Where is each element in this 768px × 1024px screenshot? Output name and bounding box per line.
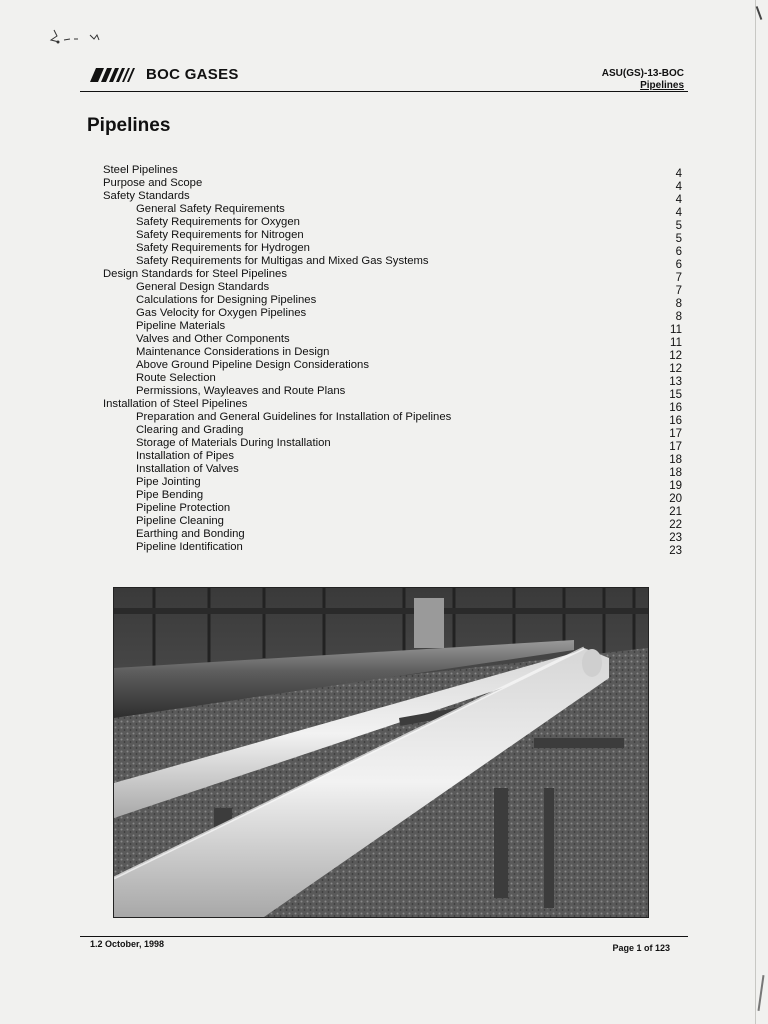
toc-entry-page: 12 <box>669 363 682 375</box>
toc-entry[interactable] <box>0 294 768 310</box>
toc-entry-page: 17 <box>669 428 682 440</box>
scan-mark <box>758 975 765 1011</box>
revision-date: 1.2 October, 1998 <box>90 939 165 949</box>
toc-entry[interactable] <box>0 502 768 518</box>
toc-entry-title: Installation of Steel Pipelines <box>103 398 248 410</box>
toc-entry-page: 4 <box>675 181 682 193</box>
footer-rule <box>80 936 688 937</box>
toc-entry[interactable] <box>0 203 768 219</box>
toc-entry-title: Gas Velocity for Oxygen Pipelines <box>136 307 307 319</box>
toc-entry-title: Earthing and Bonding <box>136 528 245 540</box>
toc-entry[interactable] <box>0 372 768 388</box>
toc-entry-page: 4 <box>675 207 682 219</box>
page-number: Page 1 of 123 <box>612 943 670 953</box>
doc-code-id: ASU(GS)-13-BOC <box>601 68 684 79</box>
toc-entry-title: Safety Requirements for Hydrogen <box>136 242 310 254</box>
toc-entry-title: Pipe Jointing <box>136 476 201 488</box>
toc-entry-title: General Design Standards <box>136 281 270 293</box>
toc-entry-page: 15 <box>669 389 682 401</box>
toc-entry-title: General Safety Requirements <box>136 203 285 215</box>
toc-entry[interactable] <box>0 359 768 375</box>
toc-entry-title: Purpose and Scope <box>103 177 203 189</box>
table-of-contents <box>0 164 768 557</box>
toc-entry-page: 17 <box>669 441 682 453</box>
toc-entry-page: 4 <box>675 194 682 206</box>
toc-entry[interactable] <box>0 528 768 544</box>
toc-entry-title: Pipeline Cleaning <box>136 515 224 527</box>
toc-entry[interactable] <box>0 424 768 440</box>
toc-entry[interactable] <box>0 463 768 479</box>
toc-entry-title: Above Ground Pipeline Design Considerations <box>136 359 369 371</box>
toc-entry-page: 8 <box>675 298 682 310</box>
toc-entry-title: Safety Requirements for Multigas and Mixed Gas Systems <box>136 255 429 267</box>
toc-entry-page: 20 <box>669 493 682 505</box>
toc-entry[interactable] <box>0 437 768 453</box>
toc-entry-title: Installation of Valves <box>136 463 239 475</box>
toc-entry[interactable] <box>0 268 768 284</box>
toc-entry-title: Clearing and Grading <box>136 424 244 436</box>
toc-entry-page: 6 <box>675 259 682 271</box>
toc-entry-page: 6 <box>675 246 682 258</box>
pipeline-photo <box>113 587 649 918</box>
toc-entry-page: 18 <box>669 467 682 479</box>
scan-mark <box>756 6 763 20</box>
toc-entry-title: Design Standards for Steel Pipelines <box>103 268 287 280</box>
toc-entry[interactable] <box>0 177 768 193</box>
toc-entry[interactable] <box>0 346 768 362</box>
toc-entry-page: 16 <box>669 415 682 427</box>
toc-entry-page: 23 <box>669 532 682 544</box>
toc-entry[interactable] <box>0 164 768 180</box>
scan-artifact-icon <box>44 26 114 48</box>
toc-entry[interactable] <box>0 489 768 505</box>
toc-entry-page: 11 <box>670 324 682 336</box>
toc-entry-title: Pipeline Protection <box>136 502 231 514</box>
toc-entry-title: Permissions, Wayleaves and Route Plans <box>136 385 346 397</box>
toc-entry-page: 4 <box>675 168 682 180</box>
toc-entry-title: Safety Standards <box>103 190 190 202</box>
toc-entry[interactable] <box>0 385 768 401</box>
toc-entry-page: 7 <box>675 272 682 284</box>
toc-entry-title: Route Selection <box>136 372 216 384</box>
toc-entry-title: Pipeline Materials <box>136 320 226 332</box>
toc-entry-page: 16 <box>669 402 682 414</box>
toc-entry-page: 19 <box>669 480 682 492</box>
toc-entry[interactable] <box>0 307 768 323</box>
toc-entry-title: Steel Pipelines <box>103 164 178 176</box>
toc-entry-title: Safety Requirements for Nitrogen <box>136 229 304 241</box>
toc-entry-page: 22 <box>669 519 682 531</box>
doc-code-section: Pipelines <box>640 80 684 91</box>
toc-entry-page: 13 <box>669 376 682 388</box>
toc-entry-title: Installation of Pipes <box>136 450 234 462</box>
toc-entry[interactable] <box>0 476 768 492</box>
toc-entry-title: Safety Requirements for Oxygen <box>136 216 300 228</box>
toc-entry[interactable] <box>0 450 768 466</box>
toc-entry-page: 8 <box>675 311 682 323</box>
toc-entry-page: 7 <box>675 285 682 297</box>
toc-entry[interactable] <box>0 242 768 258</box>
toc-entry[interactable] <box>0 229 768 245</box>
header-rule <box>80 91 688 92</box>
toc-entry[interactable] <box>0 281 768 297</box>
toc-entry[interactable] <box>0 190 768 206</box>
toc-entry[interactable] <box>0 398 768 414</box>
brand-name: BOC GASES <box>146 66 239 83</box>
toc-entry-title: Maintenance Considerations in Design <box>136 346 330 358</box>
boc-logo-icon <box>90 68 142 82</box>
toc-entry-title: Pipe Bending <box>136 489 204 501</box>
toc-entry-page: 5 <box>675 220 682 232</box>
toc-entry-page: 18 <box>669 454 682 466</box>
brand-logo <box>90 66 239 83</box>
toc-entry-title: Pipeline Identification <box>136 541 243 553</box>
page-title: Pipelines <box>87 115 171 136</box>
toc-entry[interactable] <box>0 515 768 531</box>
toc-entry[interactable] <box>0 320 768 336</box>
toc-entry[interactable] <box>0 216 768 232</box>
toc-entry[interactable] <box>0 255 768 271</box>
toc-entry[interactable] <box>0 541 768 557</box>
toc-entry-page: 11 <box>670 337 682 349</box>
toc-entry-title: Preparation and General Guidelines for Installation of Pipelines <box>136 411 452 423</box>
toc-entry-page: 5 <box>675 233 682 245</box>
document-code <box>602 68 684 92</box>
toc-entry-title: Storage of Materials During Installation <box>136 437 331 449</box>
toc-entry[interactable] <box>0 333 768 349</box>
toc-entry-page: 23 <box>669 545 682 557</box>
toc-entry-title: Calculations for Designing Pipelines <box>136 294 317 306</box>
toc-entry-page: 21 <box>669 506 682 518</box>
toc-entry[interactable] <box>0 411 768 427</box>
toc-entry-title: Valves and Other Components <box>136 333 290 345</box>
toc-entry-page: 12 <box>669 350 682 362</box>
